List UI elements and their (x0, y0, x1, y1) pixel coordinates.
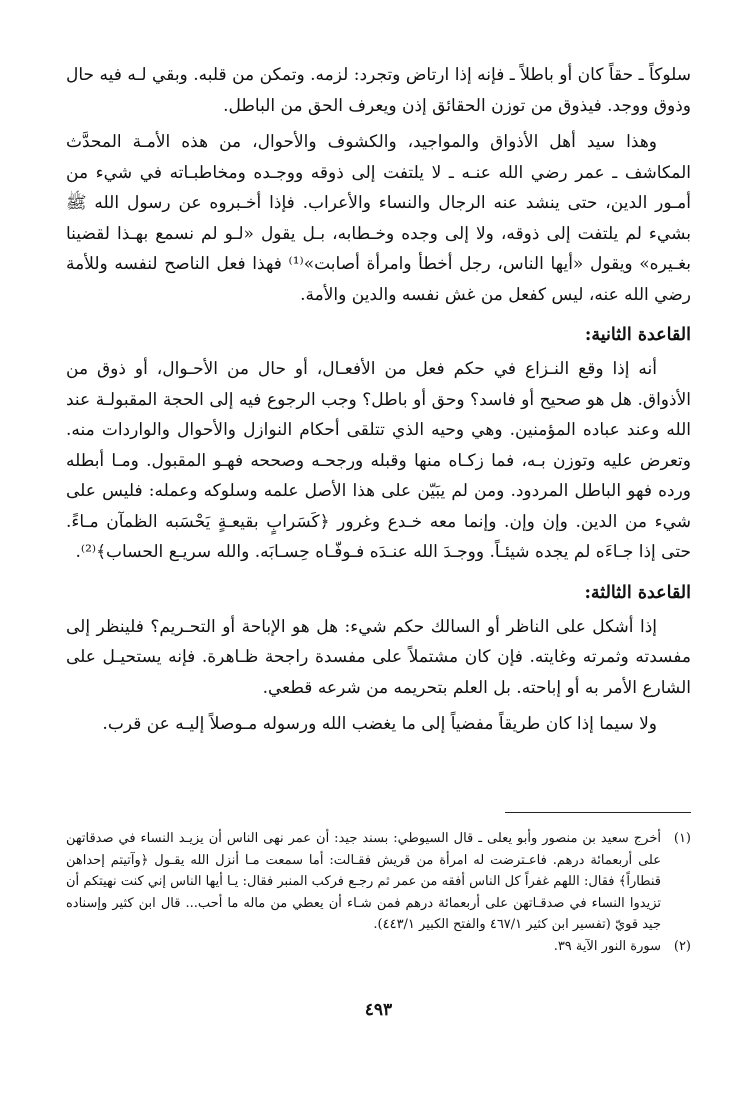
paragraph-umar: وهذا سيد أهل الأذواق والمواجيد، والكشوف والأحوال، من هذه الأمـة المحدَّث المكاشف ـ عمر رضي الله عنـه ـ لا يلتفت إلى ذوقه ووجـده ومخاطبـاته في شيء من أمـور الدين، حتى ينشد عنه الرجال والنساء والأعراب. فإذا أخـبروه عن رسول الله ﷺ بشيء لم يلتفت إلى ذوقه، ولا إلى وجده وخـطابه، بـل يقول «لـو لم نسمع بهـذا لقضينا بغـيره» ويقول «أيها الناس، رجل أخطأ وامرأة أصابت»⁽¹⁾ فهذا فعل الناصح لنفسه وللأمة رضي الله عنه، ليس كفعل من غش نفسه والدين والأمة. (66, 132, 691, 305)
footnote-text: أخرج سعيد بن منصور وأبو يعلى ـ قال السيوطي: بسند جيد: أن عمر نهى الناس أن يزيـد النساء في صدقاتهن على أربعمائة درهم. فاعـترضت له امرأة من قريش فقـالت: أما سمعت مـا أنزل الله يقـول ﴿وآتيتم إحداهن قنطاراً﴾ فقال: اللهم غفراً كل الناس أفقه من عمر ثم رجـع فركب المنبر فقال: يـا أيها الناس إني كنت نهيتكم أن تزيدوا النساء في صدقـاتهن على أربعمائة درهم فمن شـاء أن يعطي من ماله ما أحب... قال ابن كثير وإسناده جيد قويّ (تفسير ابن كثير ٤٦٧/١ والفتح الكبير ٤٤٣/١). (66, 831, 661, 932)
footnote-divider (505, 812, 691, 813)
footnote-text: سورة النور الآية ٣٩. (553, 938, 661, 954)
footnote-1 (66, 828, 691, 936)
page-number: ٤٩٣ (364, 1000, 393, 1020)
paragraph-rule-3: إذا أشكل على الناظر أو السالك حكم شيء: هل هو الإباحة أو التحـريم؟ فلينظر إلى مفسدته وثمرته وغايته. فإن كان مشتملاً على مفسدة راجحة ظـاهرة. فإنه يستحيـل على الشارع الأمر به أو إباحته. بل العلم بتحريمه من شرعه قطعي. (66, 616, 691, 698)
footnote-2 (66, 936, 691, 958)
main-text (66, 60, 691, 740)
paragraph-continuation: سلوكاً ـ حقاً كان أو باطلاً ـ فإنه إذا ارتاض وتجرد: لزمه. وتمكن من قلبه. وبقي لـه فيه حال وذوق ووجد. فيذوق من توزن الحقائق إذن ويعرف الحق من الباطل. (66, 65, 691, 116)
paragraph-rule-3-continued: ولا سيما إذا كان طريقاً مفضياً إلى ما يغضب الله ورسوله مـوصلاً إليـه عن قرب. (102, 714, 657, 734)
footnote-number: (٢) (673, 938, 691, 954)
heading-rule-3: القاعدة الثالثة: (584, 582, 691, 603)
footnotes (66, 828, 691, 957)
paragraph-rule-2: أنه إذا وقع النـزاع في حكم فعل من الأفعـال، أو حال من الأحـوال، أو ذوق من الأذواق. هل هو صحيح أو فاسد؟ وحق أو باطل؟ وجب الرجوع فيه إلى الحجة المقبولـة عند الله وعند عباده المؤمنين. وهي وحيه الذي تتلقى أحكام النوازل والأحوال والواردات منه. وتعرض عليه وتوزن بـه، فما زكـاه منها وقبله ورجحـه وصححه فهـو المقبول. ومـا أبطله ورده فهو الباطل المردود. ومن لم يبَيّن على هذا الأصل علمه وسلوكه وعمله: فليس على شيء من الدين. وإن وإن. وإنما معه خـدع وغرور ﴿كَسَرابٍ بقيعـةٍ يَحْسَبه الظمآن مـاءً. حتى إذا جـاءَه لم يجده شيئـاً. ووجـدَ الله عنـدَه فـوفّـاه حِسـابَه. والله سريـع الحساب﴾⁽²⁾. (66, 359, 691, 562)
heading-rule-2: القاعدة الثانية: (584, 325, 691, 345)
book-page (66, 60, 691, 1066)
footnote-number: (١) (673, 831, 691, 846)
